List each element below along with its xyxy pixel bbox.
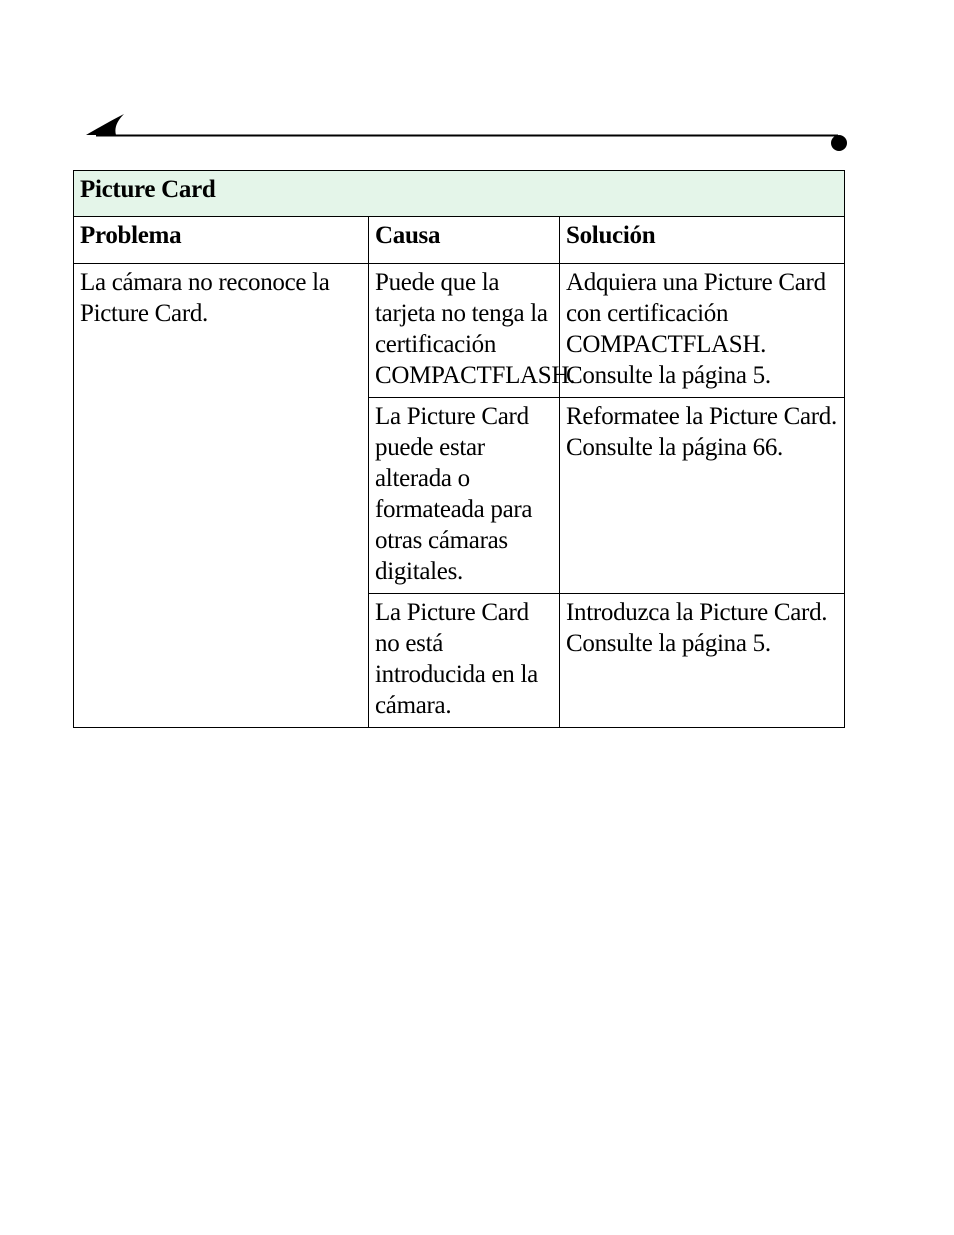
solution-cell: Introduzca la Picture Card. Consulte la página 5. bbox=[560, 594, 845, 728]
section-title: Picture Card bbox=[74, 171, 845, 217]
arrow-tip-icon bbox=[86, 114, 124, 135]
header-problem: Problema bbox=[74, 217, 369, 264]
header-cause: Causa bbox=[369, 217, 560, 264]
problem-cell: La cámara no reconoce la Picture Card. bbox=[74, 264, 369, 728]
solution-cell: Adquiera una Picture Card con certificación COMPACTFLASH. Consulte la página 5. bbox=[560, 264, 845, 398]
solution-cell: Reformatee la Picture Card. Consulte la página 66. bbox=[560, 398, 845, 594]
header-solution: Solución bbox=[560, 217, 845, 264]
cause-cell: La Picture Card no está introducida en la cámara. bbox=[369, 594, 560, 728]
section-row bbox=[74, 171, 845, 217]
header-rule bbox=[0, 0, 954, 160]
header-row bbox=[74, 217, 845, 264]
table-row bbox=[74, 264, 845, 398]
troubleshooting-table bbox=[73, 170, 845, 728]
cause-cell: La Picture Card puede estar alterada o formateada para otras cámaras digitales. bbox=[369, 398, 560, 594]
cause-cell: Puede que la tarjeta no tenga la certificación COMPACTFLASH. bbox=[369, 264, 560, 398]
bullet-dot-icon bbox=[831, 135, 847, 151]
